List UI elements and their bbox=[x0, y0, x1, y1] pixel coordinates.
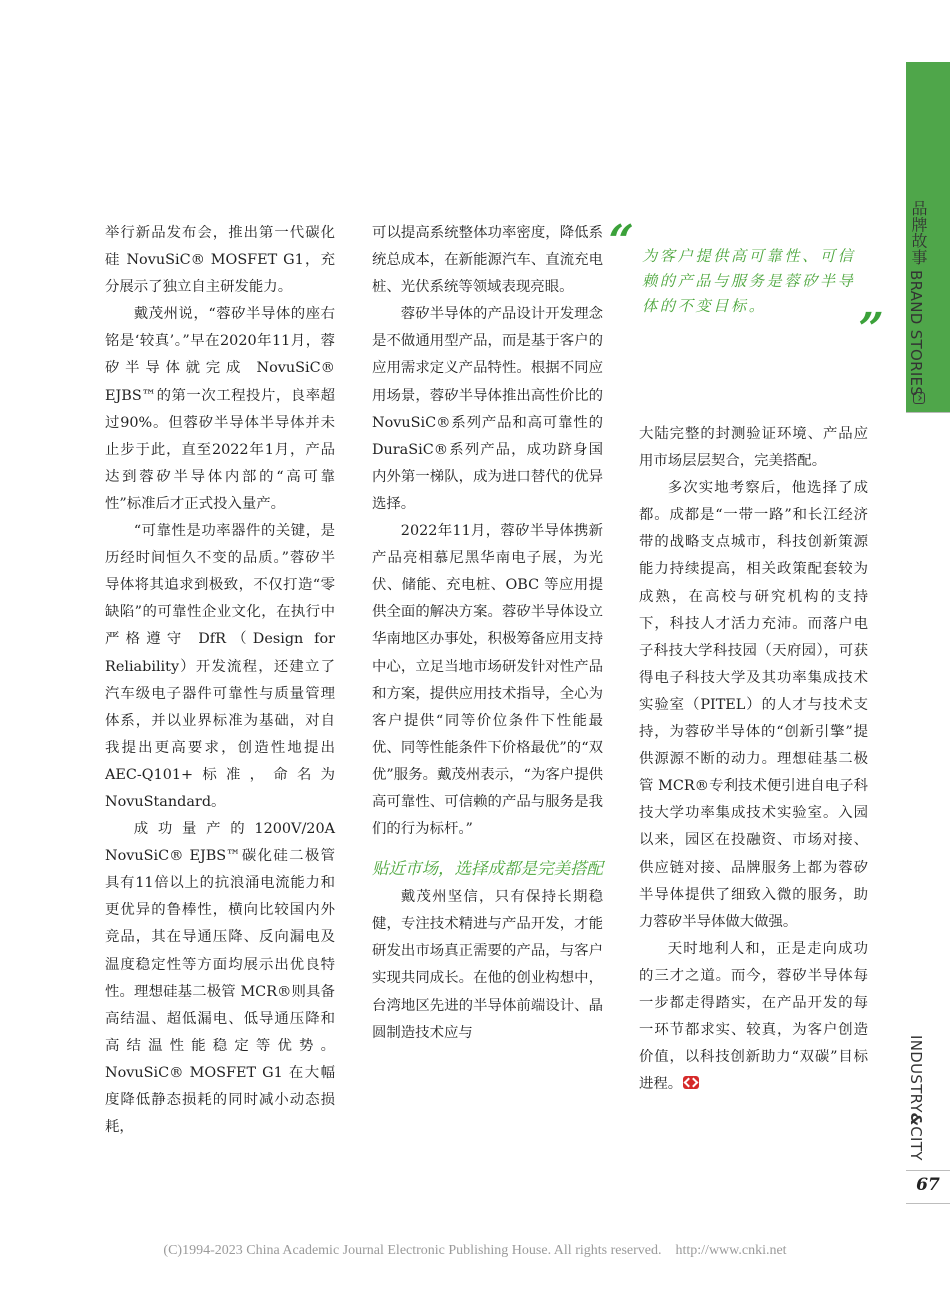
page-number: 67 bbox=[916, 1175, 940, 1195]
paragraph: 戴茂州说，“蓉矽半导体的座右铭是‘较真’。”早在2020年11月，蓉矽半导体就完成 NovuSiC® EJBS™的第一次工程投片，良率超过90%。但蓉矽半导体半导体并未止步于此，直至2022年1月，产品达到蓉矽半导体内部的“高可靠性”标准后才正式投入量产。 bbox=[105, 306, 335, 512]
divider bbox=[906, 1170, 950, 1171]
section-label-en: BRAND STORIES bbox=[907, 270, 925, 397]
ampersand: & bbox=[907, 1112, 925, 1127]
divider bbox=[906, 1203, 950, 1204]
magazine-name-part2: CITY bbox=[907, 1126, 925, 1161]
paragraph-text: 天时地利人和，正是走向成功的三才之道。而今，蓉矽半导体每一步都走得踏实，在产品开发的每一环节都求实、较真，为客户创造价值，以科技创新助力“双碳”目标进程。 bbox=[639, 940, 868, 1093]
section-subheading: 贴近市场，选择成都是完美搭配 bbox=[372, 859, 603, 879]
paragraph: 可以提高系统整体功率密度，降低系统总成本，在新能源汽车、直流充电桩、光伏系统等领域表现亮眼。 bbox=[372, 225, 603, 296]
pull-quote: 为客户提供高可靠性、可信赖的产品与服务是蓉矽半导体的不变目标。 bbox=[642, 247, 856, 315]
section-label-cn: 品牌故事 bbox=[909, 200, 928, 266]
copyright-footer: (C)1994-2023 China Academic Journal Electronic Publishing House. All rights reserved. http://www.cnki.net bbox=[163, 1243, 787, 1258]
article-column-2 bbox=[372, 220, 603, 1047]
open-quote-icon: “ bbox=[600, 216, 637, 267]
close-quote-icon: ” bbox=[850, 304, 887, 355]
end-mark-icon bbox=[683, 1076, 699, 1089]
magazine-name bbox=[907, 1035, 925, 1161]
brand-logo-icon bbox=[913, 392, 925, 404]
paragraph: 2022年11月，蓉矽半导体携新产品亮相慕尼黑华南电子展，为光伏、储能、充电桩、OBC 等应用提供全面的解决方案。蓉矽半导体设立华南地区办事处，积极筹备应用支持中心，立足当地市场研发针对性产品和方案，提供应用技术指导，全心为客户提供“同等价位条件下性能最优、同等性能条件下价格最优”的“双优”服务。戴茂州表示，“为客户提供高可靠性、可信赖的产品与服务是我们的行为标杆。” bbox=[372, 523, 603, 838]
paragraph: “可靠性是功率器件的关键，是历经时间恒久不变的品质。”蓉矽半导体将其追求到极致，不仅打造“零缺陷”的可靠性企业文化，在执行中严格遵守 DfR（Design for Reliability）开发流程，还建立了汽车级电子器件可靠性与质量管理体系，并以业界标准为基础，对自我提出更高要求，创造性地提出 AEC-Q101+标准，命名为 NovuStandard。 bbox=[105, 523, 335, 810]
paragraph: 戴茂州坚信，只有保持长期稳健，专注技术精进与产品开发，才能研发出市场真正需要的产品，与客户实现共同成长。在他的创业构想中，台湾地区先进的半导体前端设计、晶圆制造技术应与 bbox=[372, 889, 603, 1041]
paragraph: 大陆完整的封测验证环境、产品应用市场层层契合，完美搭配。 bbox=[639, 426, 868, 470]
paragraph: 多次实地考察后，他选择了成都。成都是“一带一路”和长江经济带的战略支点城市，科技创新策源能力持续提高，相关政策配套较为成熟，在高校与研究机构的支持下，科技人才活力充沛。而落户电子科技大学科技园（天府园），可获得电子科技大学及其功率集成技术实验室（PITEL）的人才与技术支持，为蓉矽半导体的“创新引擎”提供源源不断的动力。理想硅基二极管 MCR®专利技术便引进自电子科技大学功率集成技术实验室。入园以来，园区在投融资、市场对接、供应链对接、品牌服务上都为蓉矽半导体提供了细致入微的服务，助力蓉矽半导体做大做强。 bbox=[639, 480, 868, 930]
paragraph: 成功量产的1200V/20A NovuSiC® EJBS™碳化硅二极管具有11倍以上的抗浪涌电流能力和更优异的鲁棒性，横向比较国内外竞品，其在导通压降、反向漏电及温度稳定性等方面均展示出优良特性。理想硅基二极管 MCR®则具备高结温、超低漏电、低导通压降和高结温性能稳定等优势。NovuSiC® MOSFET G1 在大幅度降低静态损耗的同时减小动态损耗， bbox=[105, 821, 335, 1136]
paragraph: 举行新品发布会，推出第一代碳化硅 NovuSiC® MOSFET G1，充分展示了独立自主研发能力。 bbox=[105, 225, 335, 296]
paragraph: 蓉矽半导体的产品设计开发理念是不做通用型产品，而是基于客户的应用需求定义产品特性。根据不同应用场景，蓉矽半导体推出高性价比的 NovuSiC®系列产品和高可靠性的 DuraSiC®系列产品，成功跻身国内外第一梯队，成为进口替代的优异选择。 bbox=[372, 306, 603, 512]
article-column-1 bbox=[105, 220, 335, 1141]
paragraph-final bbox=[639, 936, 868, 1099]
divider bbox=[906, 412, 950, 413]
article-column-3 bbox=[639, 421, 868, 1098]
magazine-name-part1: INDUSTRY bbox=[907, 1035, 925, 1113]
